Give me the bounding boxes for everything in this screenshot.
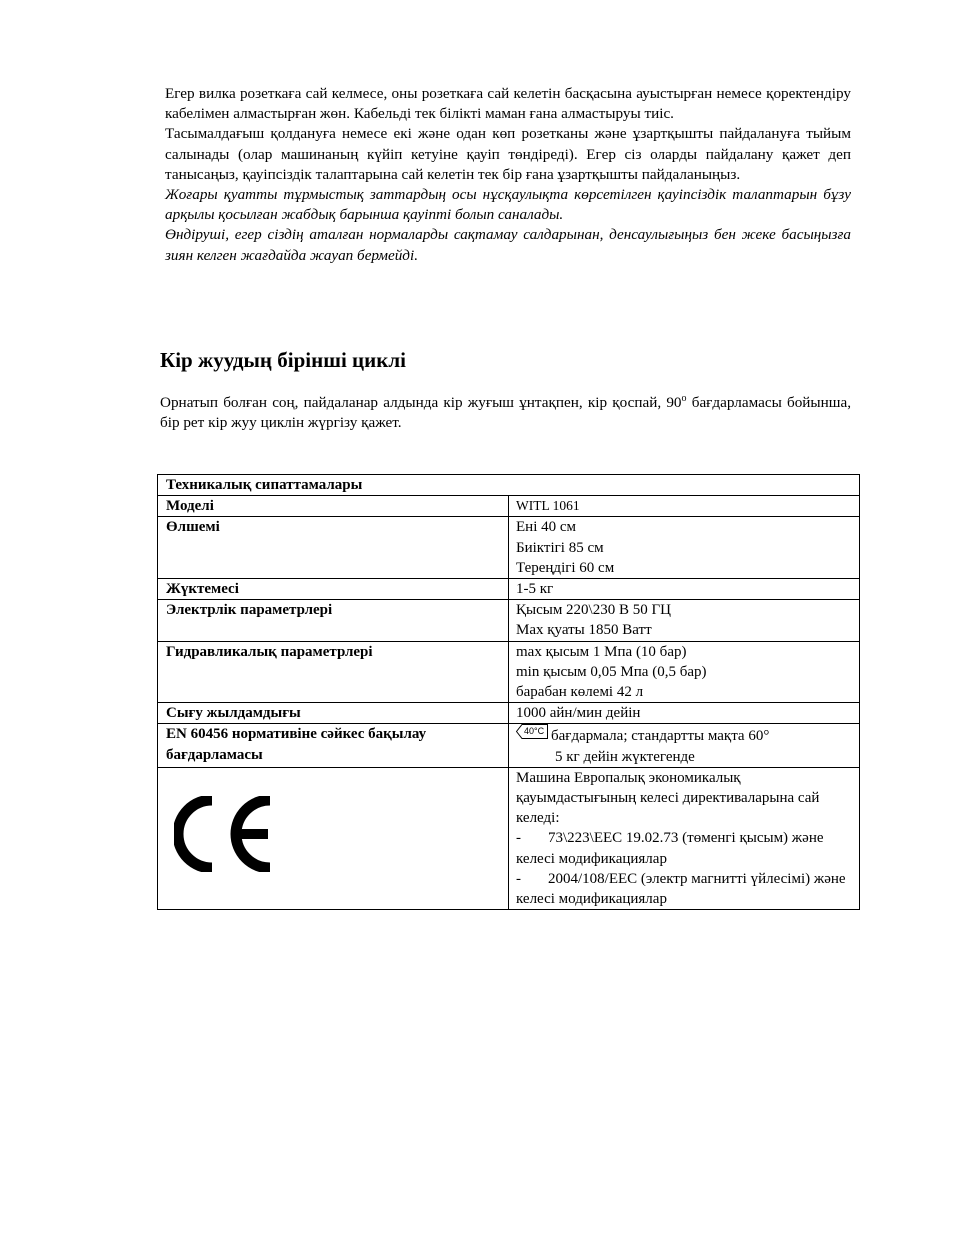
paragraph-plug-replacement: Егер вилка розеткаға сай келмесе, оны розеткаға сай келетін басқасына ауыстырған немесе қоректендіру кабелімен алмастырған жөн. Кабельді тек білікті маман ғана алмастыруы тиіс.	[165, 85, 851, 123]
table-row	[158, 641, 860, 703]
temperature-badge-text: 40°C	[524, 726, 545, 737]
row-value-electrical	[509, 600, 860, 641]
table-row	[158, 517, 860, 579]
size-height: Биіктігі 85 см	[516, 539, 604, 556]
row-label-model: Моделі	[158, 496, 509, 517]
first-cycle-text: Орнатып болған соң, пайдаланар алдында кір жуғыш ұнтақпен, кір қоспай, 90	[160, 394, 682, 411]
size-width: Ені 40 см	[516, 519, 577, 536]
row-value-model	[509, 496, 860, 517]
size-depth: Тереңдігі 60 см	[516, 559, 615, 576]
row-value-hydraulic	[509, 641, 860, 703]
directive-intro: Машина Европалық экономикалық қауымдастығының келесі директиваларына сай келеді:	[516, 769, 820, 827]
row-label-load: Жүктемесі	[158, 579, 509, 600]
table-row	[158, 579, 860, 600]
row-value-load: 1-5 кг	[509, 579, 860, 600]
degree-superscript: о	[681, 392, 687, 404]
table-header: Техникалық сипаттамалары	[158, 475, 860, 496]
row-value-size	[509, 517, 860, 579]
section-heading-first-cycle: Кір жуудың бірінші циклі	[160, 348, 406, 372]
electrical-voltage: Қысым 220\230 В 50 ГЦ	[516, 602, 671, 619]
directive-1-text: 73\223\EEC 19.02.73 (төменгі қысым) және келесі модификациялар	[516, 830, 824, 867]
row-label-electrical: Электрлік параметрлері	[158, 600, 509, 641]
row-value-spin: 1000 айн/мин дейін	[509, 703, 860, 724]
table-row	[158, 767, 860, 909]
hydraulic-max: max қысым 1 Мпа (10 бар)	[516, 643, 687, 660]
table-row	[158, 475, 860, 496]
first-cycle-text-end: бағдарламасы бойынша, бір рет кір жуу циклін жүргізу қажет.	[160, 394, 851, 432]
hydraulic-drum: барабан көлемі 42 л	[516, 684, 644, 701]
row-label-program: EN 60456 нормативіне сәйкес бақылау бағдарламасы	[158, 724, 509, 767]
row-label-hydraulic: Гидравликалық параметрлері	[158, 641, 509, 703]
table-row	[158, 600, 860, 641]
table-row	[158, 703, 860, 724]
row-label-size: Өлшемі	[158, 517, 509, 579]
directive-2-text: 2004/108/EEC (электр магнитті үйлесімі) және келесі модификациялар	[516, 870, 846, 908]
directive-item-1	[516, 828, 855, 868]
program-line-1	[516, 724, 855, 746]
temperature-40-icon	[516, 724, 548, 739]
program-text: бағдармала; стандартты мақта 60°	[551, 728, 770, 745]
model-value-text: WITL 1061	[516, 498, 580, 514]
electrical-power: Max қуаты 1850 Ватт	[516, 622, 652, 639]
row-value-directives	[509, 767, 860, 909]
row-label-spin: Сығу жылдамдығы	[158, 703, 509, 724]
table-row	[158, 496, 860, 517]
list-dash: -	[516, 870, 521, 887]
paragraph-manufacturer-liability: Өндіруші, егер сіздің аталған нормаларды сақтамау салдарынан, денсаулығыңыз бен жеке басыңызға зиян келген жағдайда жауап бермейді.	[165, 226, 851, 264]
row-value-program	[509, 724, 860, 767]
specifications-table	[157, 474, 860, 910]
paragraph-first-cycle	[160, 393, 851, 433]
intro-section	[165, 84, 851, 266]
directive-item-2	[516, 869, 855, 909]
hydraulic-min: min қысым 0,05 Мпа (0,5 бар)	[516, 663, 707, 680]
ce-mark-icon	[174, 796, 274, 872]
program-line-2: 5 кг дейін жүктегенде	[555, 748, 695, 765]
row-label-ce	[158, 767, 509, 909]
table-row	[158, 724, 860, 767]
paragraph-safety-warning: Жоғары қуатты тұрмыстық заттардың осы нұсқаулықта көрсетілген қауіпсіздік талаптарын бұзу арқылы қосылған жабдық барынша қауіпті болып саналады.	[165, 186, 851, 224]
list-dash: -	[516, 830, 521, 847]
paragraph-extension-cord: Тасымалдағыш қолдануға немесе екі және одан көп розетканы және ұзартқышты пайдалануға тыйым салынады (олар машинаның күйіп кетуіне қауіп төндіреді). Егер сіз оларды пайдалану қажет деп танысаңыз, қауіпсіздік талаптарына сай келетін тек бір ғана ұзартқышты пайдаланыңыз.	[165, 125, 851, 183]
